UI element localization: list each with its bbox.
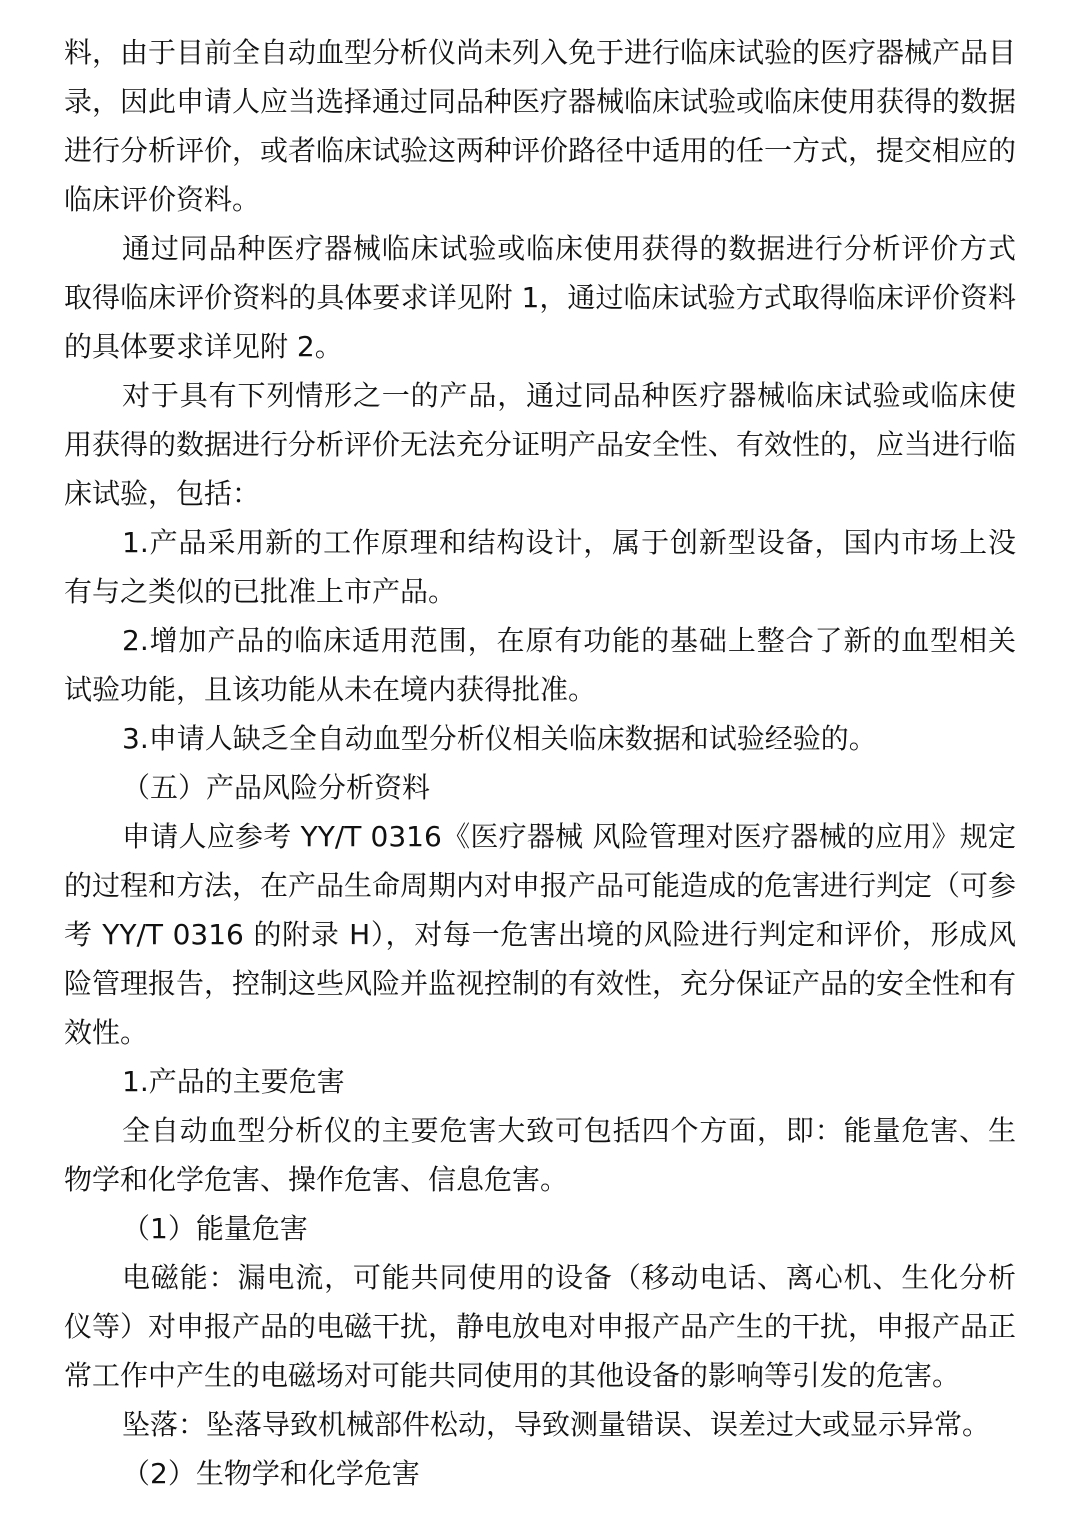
paragraph-falling: 坠落：坠落导致机械部件松动，导致测量错误、误差过大或显示异常。 (122, 1408, 991, 1441)
paragraph-trial-conditions: 对于具有下列情形之一的产品，通过同品种医疗器械临床试验或临床使用获得的数据进行分析评价无法充分证明产品安全性、有效性的，应当进行临床试验，包括： (64, 379, 1017, 510)
section-heading-risk-analysis: （五）产品风险分析资料 (122, 771, 431, 804)
list-item-2: 2.增加产品的临床适用范围，在原有功能的基础上整合了新的血型相关试验功能，且该功能从未在境内获得批准。 (64, 624, 1016, 706)
subheading-bio-chem-hazards: （2）生物学和化学危害 (122, 1457, 420, 1490)
paragraph-clinical-requirements: 通过同品种医疗器械临床试验或临床使用获得的数据进行分析评价方式取得临床评价资料的具体要求详见附 1，通过临床试验方式取得临床评价资料的具体要求详见附 2。 (64, 232, 1016, 363)
paragraph-risk-management: 申请人应参考 YY/T 0316《医疗器械 风险管理对医疗器械的应用》规定的过程和方法，在产品生命周期内对申报产品可能造成的危害进行判定（可参考 YY/T 0316 的附录 H），对每一危害出境的风险进行判定和评价，形成风险管理报告，控制这些风险并监视控制的有效性，充分保证产品的安全性和有效性。 (64, 820, 1017, 1049)
paragraph-electromagnetic: 电磁能：漏电流，可能共同使用的设备（移动电话、离心机、生化分析仪等）对申报产品的电磁干扰，静电放电对申报产品产生的干扰，申报产品正常工作中产生的电磁场对可能共同使用的其他设备的影响等引发的危害。 (64, 1261, 1017, 1392)
document-page (64, 28, 1016, 1498)
subheading-energy-hazards: （1）能量危害 (122, 1212, 308, 1245)
list-item-1: 1.产品采用新的工作原理和结构设计，属于创新型设备，国内市场上没有与之类似的已批准上市产品。 (64, 526, 1016, 608)
subheading-main-hazards: 1.产品的主要危害 (122, 1065, 345, 1098)
paragraph-hazard-categories: 全自动血型分析仪的主要危害大致可包括四个方面，即：能量危害、生物学和化学危害、操作危害、信息危害。 (64, 1114, 1016, 1196)
paragraph-continuation: 料，由于目前全自动血型分析仪尚未列入免于进行临床试验的医疗器械产品目录，因此申请人应当选择通过同品种医疗器械临床试验或临床使用获得的数据进行分析评价，或者临床试验这两种评价路径中适用的任一方式，提交相应的临床评价资料。 (64, 36, 1017, 216)
list-item-3: 3.申请人缺乏全自动血型分析仪相关临床数据和试验经验的。 (122, 722, 877, 755)
